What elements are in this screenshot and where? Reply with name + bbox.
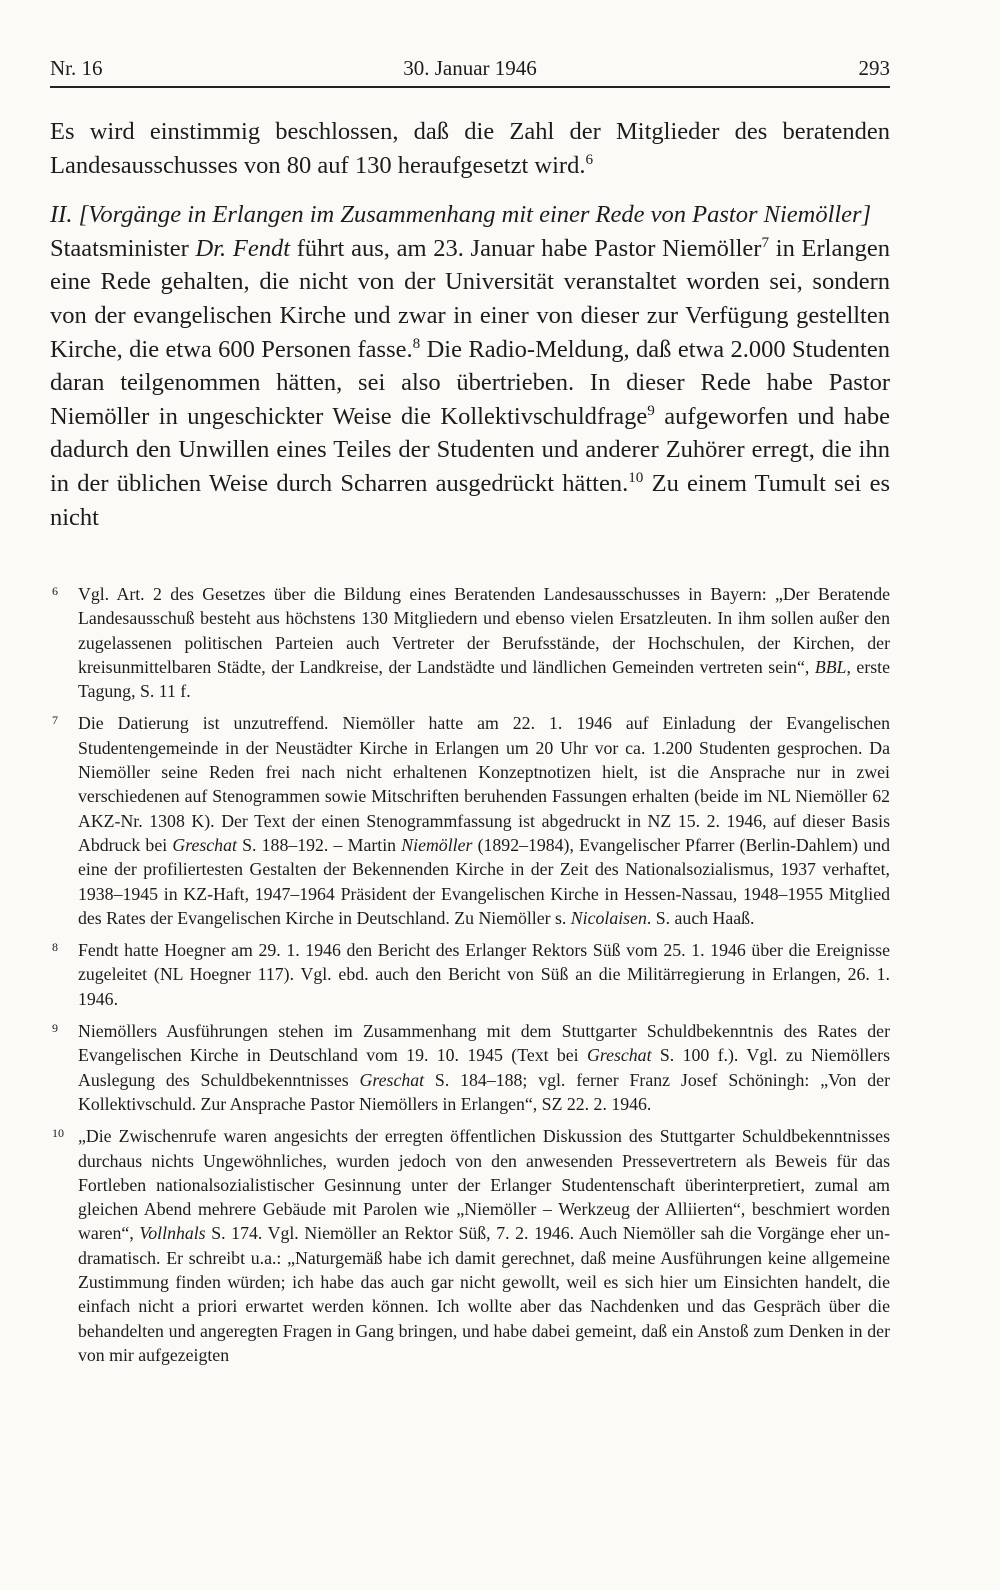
section-number: II. [50,201,73,229]
footnotes [50,582,890,1375]
footnote-text: (1892–1984), Evangelischer Pfarrer (Berlin-Dahlem) und eine der profiliertesten Gestalten der Bekennenden Kirche in der Zeit des Nationalsozialismus, 1937 verhaftet, 1938–1945 in KZ-Haft, 1947–1964 Präsident der Evangelischen Kirche in Hessen-Nassau, 1948–1955 Mitglied des Rates der Evangelischen Kirche in Deutschland. Zu Niemöller s. [78,834,890,928]
header-date: 30. Januar 1946 [403,56,537,80]
footnote-9 [50,1019,890,1116]
section-title: [Vorgänge in Erlangen im Zusammenhang mit einer Rede von Pastor Niemöller] [78,201,872,229]
section-heading [50,198,890,232]
running-header [50,50,890,88]
footnote-7 [50,711,890,930]
footnote-ref-6: 6 [585,150,594,168]
page-number: 293 [858,56,890,80]
footnote-ref-10: 10 [628,468,644,486]
footnote-citation: Greschat [586,1045,652,1066]
footnote-ref-9: 9 [647,401,655,419]
footnote-ref-7: 7 [761,233,770,251]
paragraph-text: Es wird einstimmig beschlossen, daß die Zahl der Mitglieder des beratenden Landesausschusses von 80 auf 130 heraufgesetzt wird. [50,118,890,179]
text-run: aufgeworfen und habe dadurch den Unwillen eines Teiles der Studenten und anderer Zuhörer erregt, die ihn in der üblichen Weise durch Scharren ausgedrückt hätten. [50,402,890,497]
footnote-citation: Greschat [172,834,237,855]
footnote-text: S. 100 f.). Vgl. zu Niemöllers Auslegung des Schuldbekenntnisses [78,1045,890,1090]
footnote-text: . S. auch Haaß. [646,907,755,928]
footnote-number: 8 [52,940,58,955]
footnote-text: Niemöllers Ausführungen stehen im Zusammenhang mit dem Stuttgarter Schuldbekenntnis des Rates der Evangelischen Kirche in Deutschland vom 19. 10. 1945 (Text bei [78,1021,890,1066]
paragraph-fendt-report [50,232,890,534]
speaker-name: Dr. Fendt [195,234,291,262]
footnote-text: S. 184–188; vgl. ferner Franz Josef Schöningh: „Von der Kollektivschuld. Zur Ansprache Pastor Niemöllers in Erlangen“, SZ 22. 2. 1946. [78,1069,890,1114]
footnote-text: S. 188–192. – Martin [236,834,402,855]
issue-number: Nr. 16 [50,56,103,80]
footnote-number: 6 [52,584,58,598]
footnote-citation: Nicolaisen [570,907,647,928]
footnote-text: Vgl. Art. 2 des Gesetzes über die Bildung eines Beratenden Landesausschusses in Bayern: „Der Beratende Landesausschuß besteht aus höchstens 130 Mitgliedern und ebenso vielen Ersatzleuten. In ihm sollen außer den zugelassenen politischen Parteien auch Vertreter der Berufsstände, der Hochschulen, der Kirchen, der kreisunmittelbaren Städte, der Landkreise, der Landstädte und ländlichen Gemeinden vertreten sein“, [78,584,890,677]
footnote-citation: Greschat [359,1069,425,1090]
text-run: in Erlangen eine Rede gehalten, die nicht von der Universität veranstaltet worden sei, sondern von der evangelischen Kirche und zwar in einer von dieser zur Verfügung gestellten Kirche, die etwa 600 Personen fasse. [50,234,890,363]
footnote-citation: BBL [814,656,847,677]
text-run: Staatsminister [50,234,196,262]
footnote-text: S. 174. Vgl. Niemöller an Rektor Süß, 7. 2. 1946. Auch Niemöller sah die Vorgänge eher undramatisch. Er schreibt u.a.: „Naturgemäß habe ich damit gerechnet, daß meine Ausführungen keine allgemeine Zustimmung finden würden; ich habe das auch gar nicht gewollt, weil es sich hier um Einsichten handelt, die einfach nicht a priori erwartet werden können. Ich wollte aber das Nachdenken und das Gespräch über die behandelten und angeregten Fragen in Gang bringen, und habe dabei gemeint, daß ein Anstoß zum Denken in der von mir aufgezeigten [78,1223,890,1365]
footnote-text: Fendt hatte Hoegner am 29. 1. 1946 den Bericht des Erlanger Rektors Süß vom 25. 1. 1946 über die Ereignisse zugeleitet (NL Hoegner 117). Vgl. ebd. auch den Bericht von Süß an die Militärregierung in Erlangen, 26. 1. 1946. [78,940,890,1009]
footnote-number: 9 [52,1021,58,1036]
footnote-citation: Vollnhals [139,1223,206,1244]
footnote-text: Die Datierung ist unzutreffend. Niemöller hatte am 22. 1. 1946 auf Einladung der Evangelischen Studentengemeinde in der Neustädter Kirche in Erlangen um 20 Uhr vor ca. 1.200 Studenten gesprochen. Da Niemöller seine Reden frei nach nicht erhaltenen Konzeptnotizen hielt, ist die Ansprache nur in zwei verschiedenen auf Stenogrammen sowie Mitschriften beruhenden Fassungen erhalten (beide im NL Niemöller 62 AKZ-Nr. 1308 K). Der Text der einen Stenogrammfassung ist abgedruckt in NZ 15. 2. 1946, auf dieser Basis Abdruck bei [78,713,890,855]
footnote-citation: Niemöller [401,834,473,855]
footnote-number: 10 [52,1126,64,1141]
footnote-6 [50,582,890,703]
text-run: Zu einem Tumult sei es nicht [50,469,890,531]
footnote-text: „Die Zwischenrufe waren angesichts der erregten öffentlichen Diskussion des Stuttgarter Schuldbekenntnisses durchaus nichts Ungewöhnliches, wurden jedoch von den anwesenden Pressevertretern als Beweis für das Fortleben nationalsozialistischer Gesinnung unter der Erlanger Studentenschaft überinterpretiert, zumal am gleichen Abend mehrere Gebäude mit Parolen wie „Niemöller – Werkzeug der Alliierten“, beschmiert worden waren“, [78,1126,890,1244]
footnote-10 [50,1124,890,1367]
paragraph-resolution [50,115,890,182]
main-text [50,115,890,534]
footnote-number: 7 [52,713,58,728]
footnote-8 [50,938,890,1011]
footnote-text: , erste Tagung, S. 11 f. [78,656,891,702]
text-run: Die Radio-Meldung, daß etwa 2.000 Studenten daran teilgenommen hätten, sei also übertrieben. In dieser Rede habe Pastor Niemöller in ungeschickter Weise die Kollektivschuldfrage [50,335,890,430]
footnote-ref-8: 8 [412,334,421,352]
text-run: führt aus, am 23. Januar habe Pastor Niemöller [290,234,762,262]
